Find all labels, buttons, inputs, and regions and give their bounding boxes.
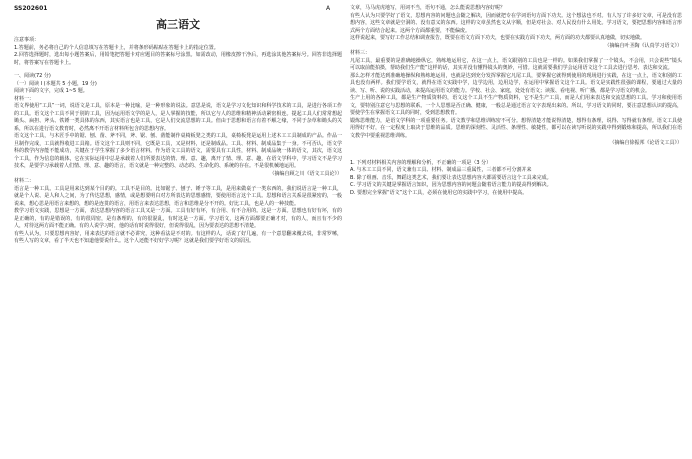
material-1-para-1: 语文界使用“工具”一词，说语文是工具，原本是一种比喻，是一种形象的说法。意思是说，语文是学习文化知识和科学技术的工具，是进行各项工作的工具。语文这个工具不同于别的工具，因为运用语文学的是人，是人掌握的技能，所以它与人的思维和精神活动紧密相连。提起工具人们常常想起锄头、扁担、斧头、铁锤一类具体的东西，其实语言也是工具，它是人们交流思想的工具。但由于思想和语言有着不解之缘，不同于杂草和锄头的关系，所以在进行语文教育时，必然离不开语言材料所包含的思想内容。	[14, 103, 342, 132]
exam-code: SS202601	[14, 5, 48, 12]
material-3-para-3: 生产上用的各种工具，都是生产物质资料的，语文这个工具不生产物质资料，它不是生产工具，而是人们用来表达和交流思想的工具。学习和使用语文，要特别注意它与思想的联系。一个人思想是否正确、健康，一般总是通过语言文字表现出来的。所以，学习语文的同时，要注意思想认识的提高，要使学生在掌握语文工具的同时，受到思想教育。	[350, 95, 682, 116]
notice-2: 2.回答选择题时，选出每小题答案后，用铅笔把答题卡对应题目的答案标号涂黑。如需改动，用橡皮擦干净后，再选涂其他答案标号。回答非选择题时，将答案写在答题卡上。	[14, 52, 342, 66]
subsection-heading: （一）阅读 I (本题共 5 小题，19 分)	[14, 80, 97, 87]
material-1-source: （摘编自顾之川《语文工具论》）	[269, 170, 342, 177]
material-2-para-2: 教学习语文实践，思想是一方面，表达思想内容的语言工具又是一方面。工具有好有坏，有合用、有不合用的。这是一方面。思想也有好有坏，有的是正确的，有的是错误的，有的很周密，是有条理的，有的很混乱，有时这是一方面。学习语文，这两方面都要正确才对，有的人，而且有不少的人，对待这两方面不能正确。有的人说学习时，他的话有时说得很好，但说得很乱，因为要表达的思想不清楚。	[14, 208, 342, 229]
material-2-para-1: 语言是一种工具。工具是用来达到某个目的的。工具不是目的。比如锯子、刨子、锤子等工具，是用来做桌子一类东西的。我们说语言是一种工具，就是个人说、是人和人之间，为了传达思想，感情，或是想要明白对方所表达的思想感情，要使用语言这个工具。思想和语言关系是很紧密的，一般说来，想心思是用语言来想的，想的是连贯的语言，用语言来表达思想，语言和思维是分不开的。好比工具，也是人的一种技能。	[14, 185, 342, 207]
question-1: 1. 下列对材料相关内容的理解和分析，不正确的一项是（3 分）	[350, 159, 492, 166]
material-2-para-3: 有些人认为，只要思想内容好，用来表达的语言就不必讲究，这种看法是不对的。有这样的人，话说了好几遍，有一个意思翻来覆去说，非常罗嗦，有些人写的文章，看了半天也不知道他要说什么。这个人还能不好好学习呢？这就是我们要学好语文的原因。	[14, 230, 342, 244]
material-3-title: 材料三：	[350, 50, 371, 56]
page-title: 高三语文	[156, 18, 200, 31]
notice-1: 1.答题前，务必将自己的个人信息填写在答题卡上，并将条形码粘贴在答题卡上的指定位置。	[14, 44, 219, 51]
material-3-para-1: 凡尾工具，最重要的是准确地操纵它，熟练地运用它，在这一点上，语文跟别的工具也是一样的。如果我们掌握了一个镜头，不会用，只会说些“镜头可以取前能拍摄，帮助我们生产能”这样的话，其实并没有懂得镜头的奥妙，可惜。这就需要我们学会运用语文这个工具去进行思考、表达和交流。	[350, 57, 682, 71]
left-column	[14, 14, 342, 246]
option-b: B. 除了组画、音乐，舞蹈这类艺术，我们要让表达思想内容大都需要语言这个工具来完成。	[350, 174, 552, 181]
right-column	[350, 5, 682, 197]
material-2-source: （摘编自叶圣陶《认真学习语文》）	[604, 42, 682, 49]
material-3-para-4: 锻炼思维能力，是语文学科的一项重要任务。语文教学和思维训练密不可分。想得清楚才能说得清楚，想得有条理，说得、写得就有条理。语文工具使用得好不好，在一定程度上取决于思维的品质。思维的深刻性、灵活性、条理性、敏捷性，都可以在读写听说的实践中得到锻炼和提高，所以我们在语文教学中要重视思维训练。	[350, 117, 682, 139]
material-2-cont-3: 这样说起来，要写好工作总结和调查报告，既要在语文方面下功夫，也要在实践方面下功夫，两方面的功夫都要认真地做，切实地做。	[350, 35, 646, 41]
material-3-source: （摘编自徐振邦《论语文工具》）	[609, 140, 682, 146]
material-3-para-2: 那么怎样才能达到准确地操纵和熟练地运用，也就是达到充分发挥掌握它凡尾工具，要掌握它就得到使用的现场进行实践，在这一点上，语文和别的工具也没有两样。我们要学语文，就得在语文实践中学，边学边用，边用边学，在运用中掌握语文这个工具。语文是实践性很强的课程，要通过大量的读、写、听、说的实践活动，来提高运用语文的能力。学校、社会、家庭，处处有语文；读报、看电视、听广播，都是学习语文的机会。	[350, 72, 682, 94]
material-2-title: 材料二：	[14, 178, 35, 184]
section-heading: 一、阅读(72 分)	[14, 73, 51, 79]
material-2-cont-1: 文章，马马虎虎地写，用词不当，语句不通，怎么能说思想内容好呢？	[350, 5, 506, 11]
option-a: A. 与木工工具不同，语文兼有工具、材料、制成品三重属性，三者都不可分割并来	[350, 167, 532, 173]
material-1-title: 材料一：	[14, 95, 35, 102]
paper-version: A	[326, 5, 331, 12]
option-c: C. 学习语文的关键是掌握语言知识，因为思想内容的问题会随着语言能力的提高得到解决。	[350, 182, 552, 188]
material-2-cont-2: 有些人认为只要学好了语文，思想内容的问题也会随之解决，因而就把专在学词语句方面下功夫。这个想法也不对。有人写了许多好文章，可是没有思想内容，这些文章就是空洞的、没有意义的东西。这样的文章虽然也文从字顺，但是对社会、对人民没有什么用处。学习语文，要把思想内容和语言形式两个方面结合起来。这两个方面都重要，不能偏废。	[350, 12, 682, 34]
instruction: 阅读下面的文字，完成 1~5 题。	[14, 88, 88, 94]
option-d: D. 要想完全掌握“语文”这个工具，必须在使用它的实践中学习，在使用中提高。	[350, 189, 528, 196]
material-1-para-2: 语文这个工具，与木匠手中的锯、刨、凿、斧不同，斧、锯、刨、凿能制作桌椅板凳之类的工具，桌椅板凳是运用上述木工工具制成的产品。作品一旦制作完成，工具就得收进工具箱。语文这个工具则不同，它既是工具，又是材料，还是制成品。工具、材料、制成品集于一身。不可否认，语文学科的教学内容能不能成功，关键在于学生掌握了多少语言材料。作为语文工具的语文，需要具有工具性，材料、制成品统一体的语文，其次，语文这个工具，作为信息的载体，它在实际运用中总是承载着人们所要表达的情、理、意、趣，离开了情、理、意、趣，在语文学科中，学习语文不是学习技术，是要学习承载着人们情、理、意、趣的语言，语文就是一种完整的、动态的、生命化的、系统的存在。不是很机械地运用。	[14, 133, 342, 169]
notice-title: 注意事项：	[14, 37, 40, 43]
